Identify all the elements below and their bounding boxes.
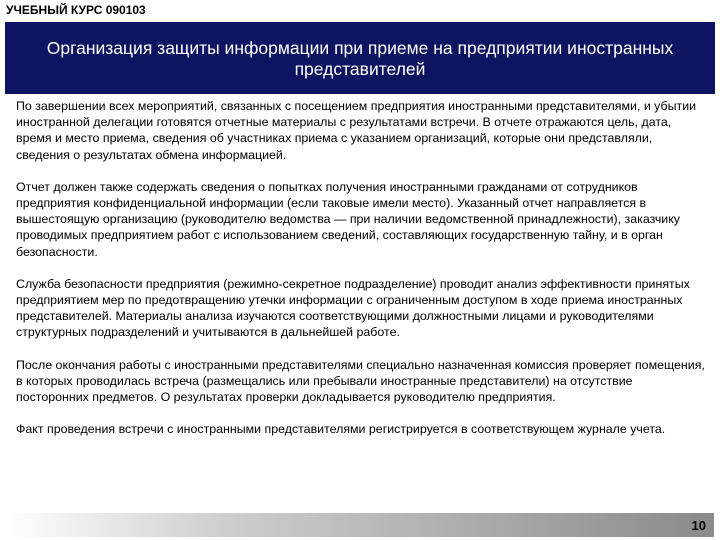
slide-title-band [5,22,715,94]
course-label: УЧЕБНЫЙ КУРС 090103 [6,3,146,17]
paragraph-security-analysis: Служба безопасности предприятия (режимно-секретное подразделение) проводит анализ эффективности принятых предприятием мер по предотвращению утечки информации с ограниченным доступом в ходе приема иностранных представителей. Материалы анализа изучаются соответствующими должностными лицами и руководителями структурных подразделений и учитываются в дальнейшей работе. [16,276,690,340]
paragraph-report-contents: Отчет должен также содержать сведения о попытках получения иностранными гражданами от сотрудников предприятия конфиденциальной информации (если таковые имели место). Указанный отчет направляется в вышестоящую организацию (руководителю ведомства — при наличии ведомственной принадлежности), заказчику проводимых предприятием работ с использованием сведений, составляющих государственную тайну, и в орган безопасности. [16,179,680,259]
slide-title-line-1: Организация защиты информации при приеме на предприятии иностранных [46,38,674,58]
slide-title-line-2: представителей [294,59,426,79]
paragraph-registration: Факт проведения встречи с иностранными представителями регистрируется в соответствующем журнале учета. [16,422,666,437]
footer-bar [6,513,714,537]
page-number: 10 [691,518,706,533]
slide-body [16,98,706,453]
paragraph-room-inspection: После окончания работы с иностранными представителями специально назначенная комиссия проверяет помещения, в которых проводилась встреча (размещались или пребывали иностранные представители) на отсутствие посторонних предметов. О результатах проверки докладывается руководителю предприятия. [16,357,705,405]
paragraph-report-materials: По завершении всех мероприятий, связанных с посещением предприятия иностранными представителями, и убытии иностранной делегации готовятся отчетные материалы с результатами встречи. В отчете отражаются цель, дата, время и место приема, сведения об участниках приема с указанием организаций, которые они представляли, сведения о результатах обмена информацией. [16,99,697,162]
